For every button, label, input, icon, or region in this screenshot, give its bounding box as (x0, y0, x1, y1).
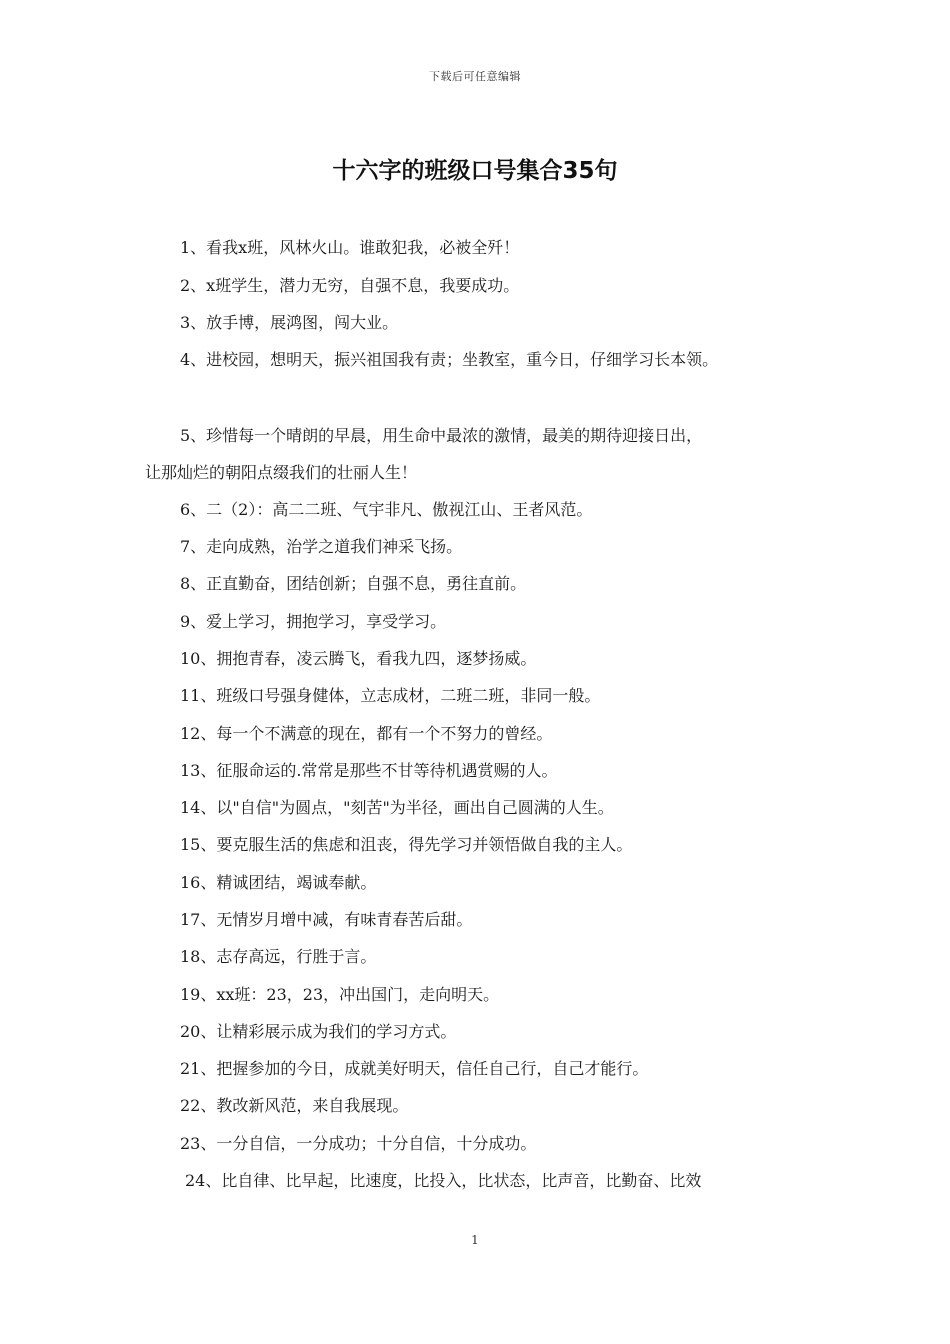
list-item: 9、爱上学习，拥抱学习，享受学习。 (180, 612, 447, 631)
list-item: 14、以"自信"为圆点，"刻苦"为半径，画出自己圆满的人生。 (180, 798, 614, 817)
list-item: 1、看我x班，风林火山。谁敢犯我，必被全歼！ (180, 238, 520, 257)
list-item: 15、要克服生活的焦虑和沮丧，得先学习并领悟做自我的主人。 (180, 835, 633, 854)
list-item: 11、班级口号强身健体，立志成材，二班二班，非同一般。 (180, 686, 601, 705)
list-item: 16、精诚团结，竭诚奉献。 (180, 873, 377, 892)
list-item: 22、教改新风范，来自我展现。 (180, 1096, 409, 1115)
page-number: 1 (471, 1233, 479, 1247)
list-item: 18、志存高远，行胜于言。 (180, 947, 377, 966)
list-item: 10、拥抱青春，凌云腾飞，看我九四，逐梦扬威。 (180, 649, 537, 668)
page-header-note: 下载后可任意编辑 (429, 70, 521, 83)
list-item-continuation: 让那灿烂的朝阳点缀我们的壮丽人生！ (145, 463, 418, 482)
list-item: 17、无情岁月增中减，有味青春苦后甜。 (180, 910, 473, 929)
list-item: 7、走向成熟，治学之道我们神采飞扬。 (180, 537, 463, 556)
list-item: 4、进校园，想明天，振兴祖国我有责；坐教室，重今日，仔细学习长本领。 (180, 350, 719, 369)
list-item: 3、放手博，展鸿图，闯大业。 (180, 313, 399, 332)
list-item: 6、二（2）：高二二班、气宇非凡、傲视江山、王者风范。 (180, 500, 593, 519)
list-item: 21、把握参加的今日，成就美好明天，信任自己行，自己才能行。 (180, 1059, 649, 1078)
document-title: 十六字的班级口号集合35句 (332, 158, 618, 184)
list-item: 12、每一个不满意的现在，都有一个不努力的曾经。 (180, 724, 553, 743)
list-item: 8、正直勤奋，团结创新；自强不息，勇往直前。 (180, 574, 527, 593)
list-item: 19、xx班：23，23，冲出国门，走向明天。 (180, 985, 500, 1004)
list-item: 20、让精彩展示成为我们的学习方式。 (180, 1022, 457, 1041)
list-item: 5、珍惜每一个晴朗的早晨，用生命中最浓的激情，最美的期待迎接日出， (180, 426, 703, 445)
list-item: 2、x班学生，潜力无穷，自强不息，我要成功。 (180, 276, 520, 295)
list-item: 24、比自律、比早起，比速度，比投入，比状态，比声音，比勤奋、比效 (185, 1171, 702, 1190)
list-item: 13、征服命运的.常常是那些不甘等待机遇赏赐的人。 (180, 761, 558, 780)
list-item: 23、一分自信，一分成功；十分自信，十分成功。 (180, 1134, 537, 1153)
